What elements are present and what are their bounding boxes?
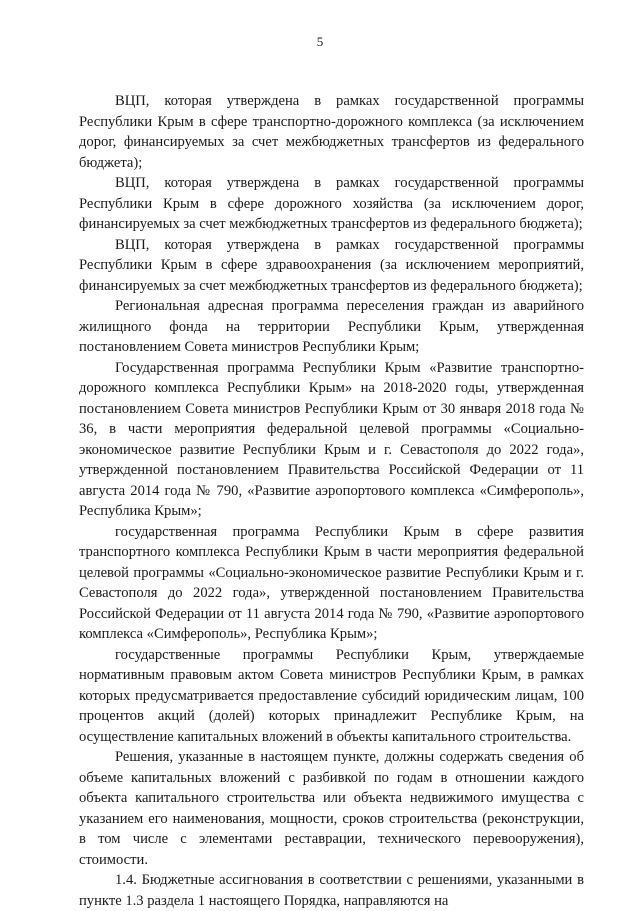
paragraph-1-4: 1.4. Бюджетные ассигнования в соответствии с решениями, указанными в пункте 1.3 раздела 1 настоящего Порядка, направляются на [79, 872, 584, 909]
paragraph-vcp-transport: ВЦП, которая утверждена в рамках государственной программы Республики Крым в сфере транспортно-дорожного комплекса (за исключением дорог, финансируемых за счет межбюджетных трансфертов из федерального бюджета); [79, 93, 584, 171]
paragraph-vcp-health: ВЦП, которая утверждена в рамках государственной программы Республики Крым в сфере здравоохранения (за исключением мероприятий, финансируемых за счет межбюджетных трансфертов из федерального бюджета); [79, 236, 584, 294]
page-number: 5 [316, 34, 324, 49]
paragraph-resettlement-program: Региональная адресная программа переселения граждан из аварийного жилищного фонда на территории Республики Крым, утвержденная постановлением Совета министров Республики Крым; [79, 298, 584, 355]
paragraph-decisions-content: Решения, указанные в настоящем пункте, должны содержать сведения об объеме капитальных вложений с разбивкой по годам в отношении каждого объекта капитального строительства или объекта недвижимого имущества с указанием его наименования, мощности, сроков строительства (реконструкции, в том числе с элементами реставрации, технического перевооружения), стоимости. [79, 749, 584, 868]
document-body [79, 91, 584, 911]
paragraph-transport-program-2018: Государственная программа Республики Крым «Развитие транспортно-дорожного комплекса Республики Крым» на 2018-2020 годы, утвержденная постановлением Совета министров Республики Крым от 30 января 2018 года № 36, в части мероприятия федеральной целевой программы «Социально-экономическое развитие Республики Крым и г. Севастополя до 2022 года», утвержденной постановлением Правительства Российской Федерации от 11 августа 2014 года № 790, «Развитие аэропортового комплекса «Симферополь», Республика Крым»; [79, 359, 584, 519]
paragraph-state-programs-subsidies: государственные программы Республики Крым, утверждаемые нормативным правовым актом Совета министров Республики Крым, в рамках которых предусматривается предоставление субсидий юридическим лицам, 100 процентов акций (долей) которых принадлежит Республике Крым, на осуществление капитальных вложений в объекты капитального строительства. [79, 646, 584, 745]
paragraph-transport-complex-program: государственная программа Республики Крым в сфере развития транспортного комплекса Республики Крым в части мероприятия федеральной целевой программы «Социально-экономическое развитие Республики Крым и г. Севастополя до 2022 года», утвержденной постановлением Правительства Российской Федерации от 11 августа 2014 года № 790, «Развитие аэропортового комплекса «Симферополь», Республика Крым»; [79, 523, 584, 642]
paragraph-vcp-roads: ВЦП, которая утверждена в рамках государственной программы Республики Крым в сфере дорожного хозяйства (за исключением дорог, финансируемых за счет межбюджетных трансфертов из федерального бюджета); [79, 175, 584, 232]
